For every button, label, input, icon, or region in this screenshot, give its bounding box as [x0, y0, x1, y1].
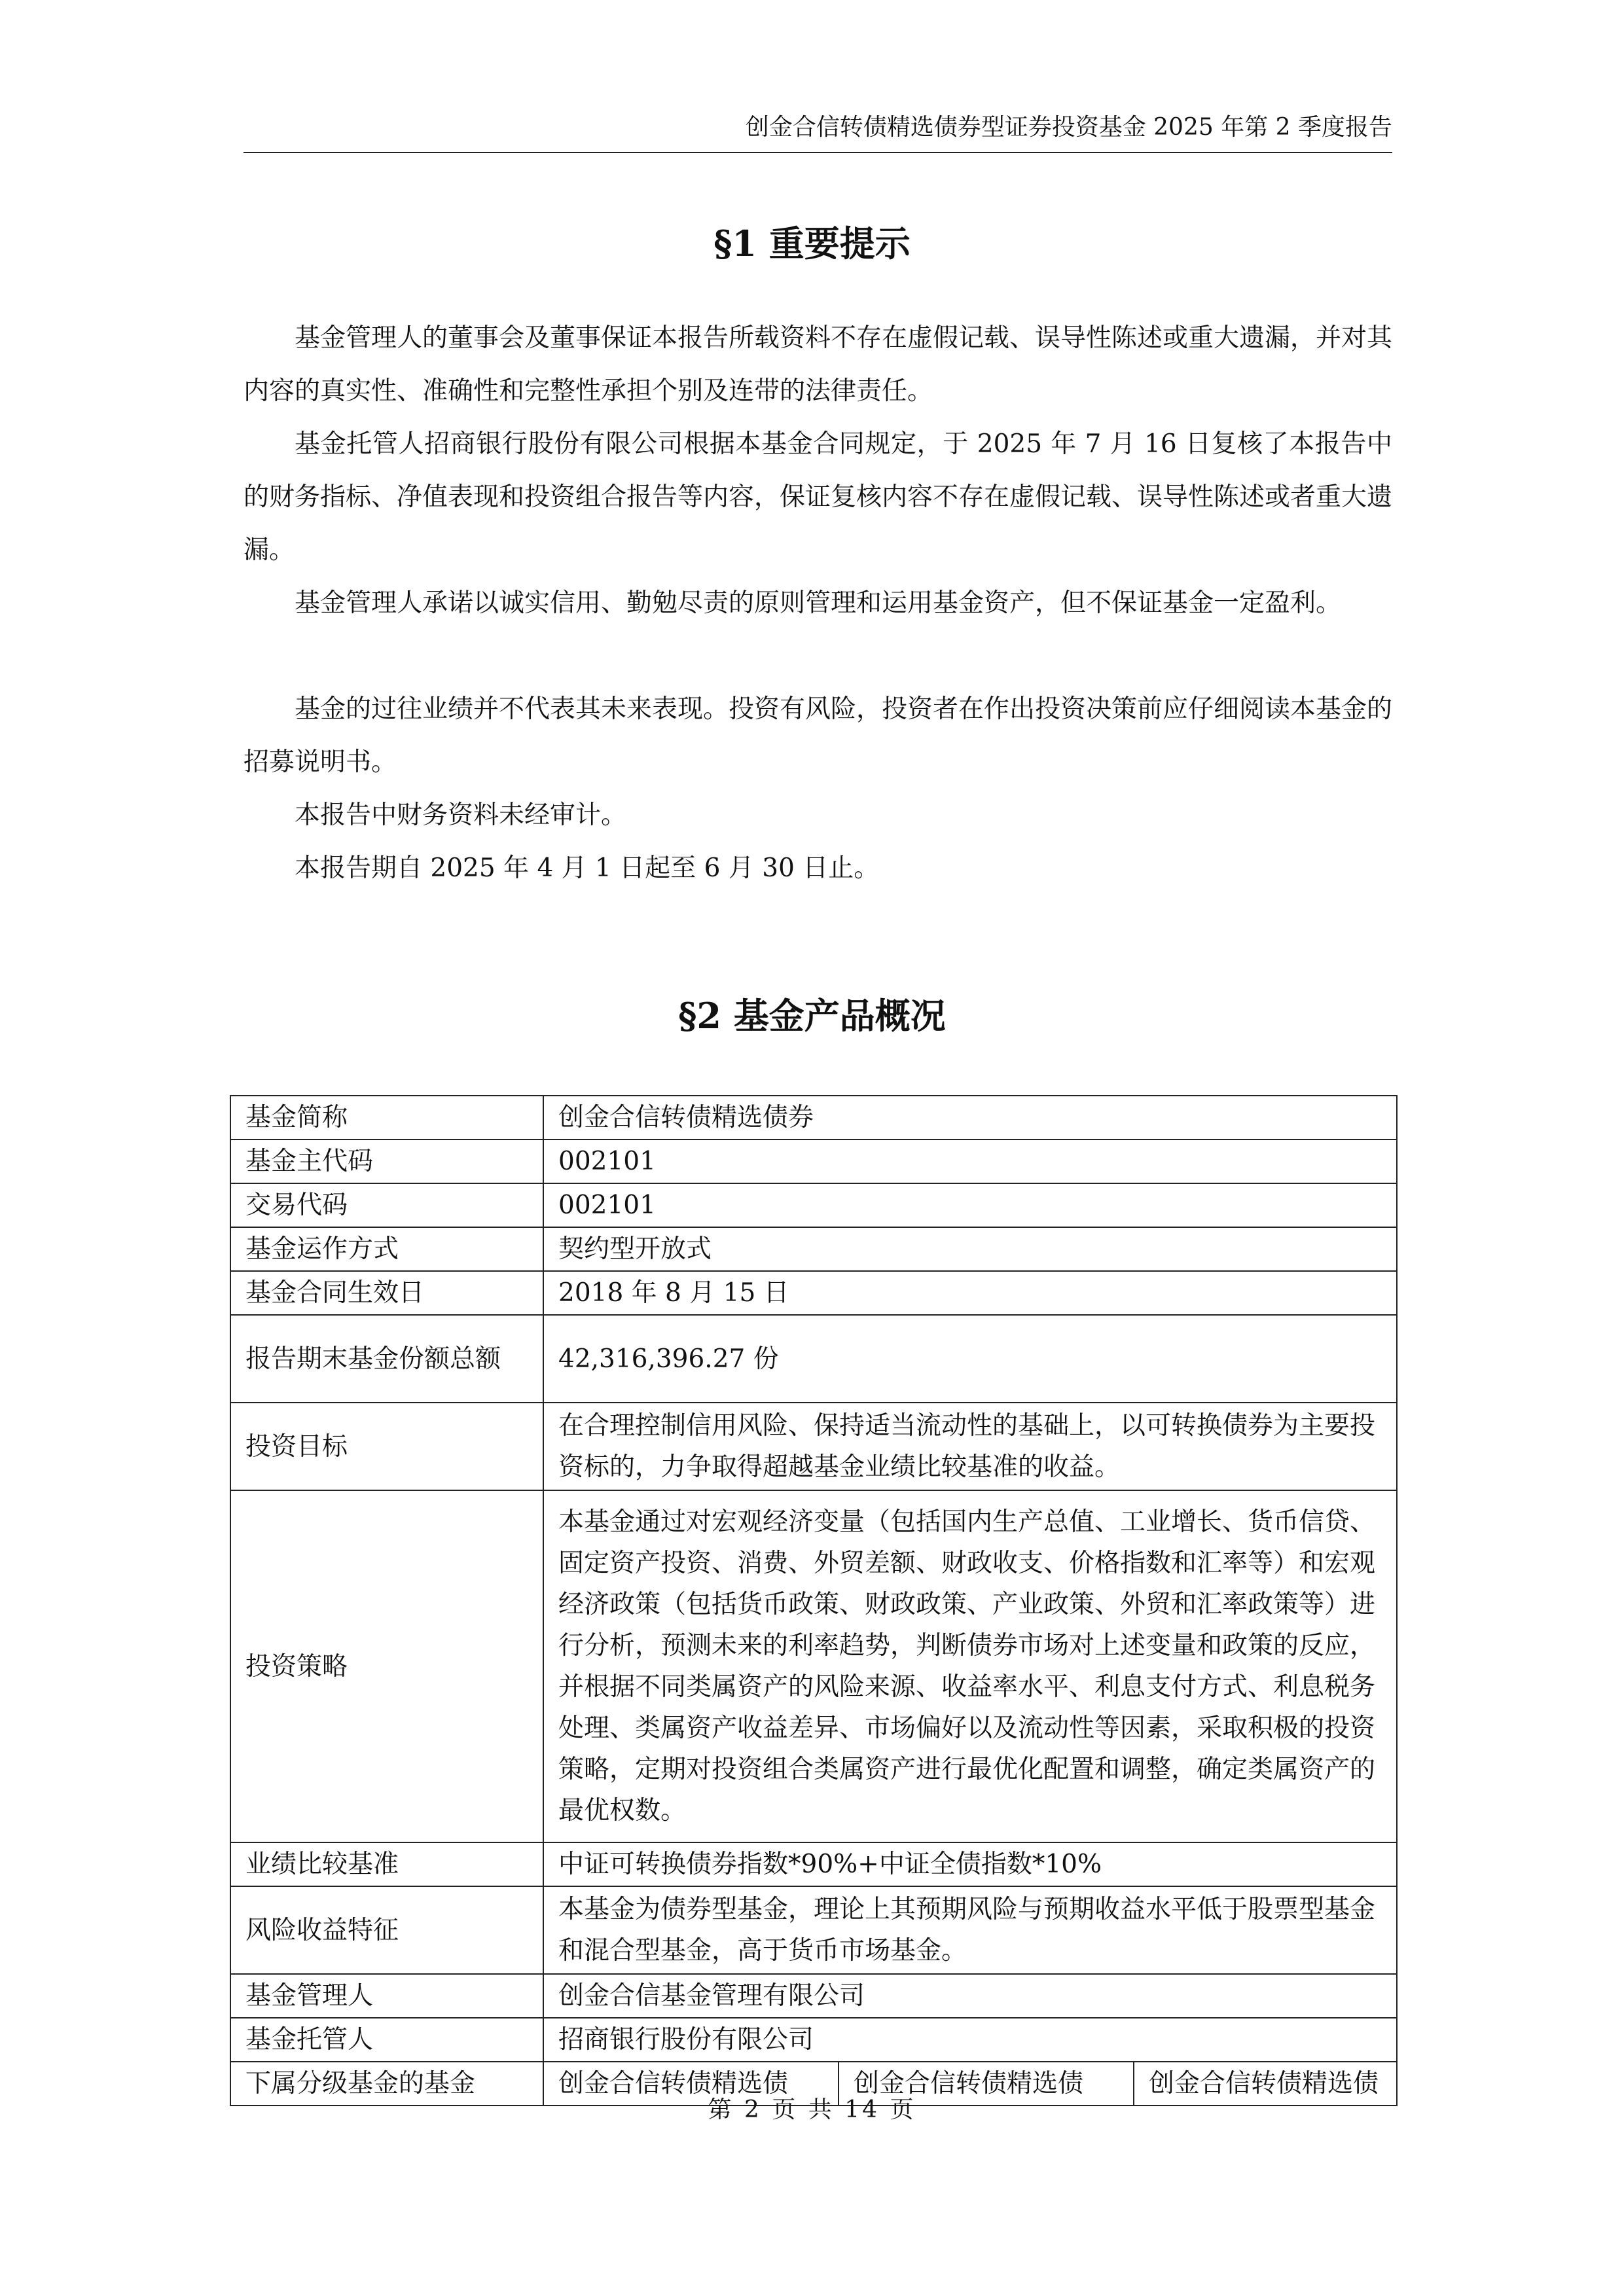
- row-value: 中证可转换债券指数*90%+中证全债指数*10%: [543, 1842, 1397, 1886]
- section1-paragraph: 基金托管人招商银行股份有限公司根据本基金合同规定，于 2025 年 7 月 16 日复核了本报告中的财务指标、净值表现和投资组合报告等内容，保证复核内容不存在虚假记载、误导性陈述或者重大遗漏。: [244, 429, 1393, 565]
- table-row: [230, 1096, 1397, 1139]
- page-header: [244, 111, 1392, 153]
- row-label: 投资策略: [230, 1490, 543, 1842]
- row-value: 在合理控制信用风险、保持适当流动性的基础上，以可转换债券为主要投资标的，力争取得超越基金业绩比较基准的收益。: [543, 1403, 1397, 1490]
- table-row: [230, 1403, 1397, 1490]
- share-class-cell: 创金合信转债精选债: [1134, 2062, 1397, 2106]
- row-value: 本基金为债券型基金，理论上其预期风险与预期收益水平低于股票型基金和混合型基金，高于货币市场基金。: [543, 1886, 1397, 1974]
- row-label: 基金托管人: [230, 2018, 543, 2062]
- row-label: 下属分级基金的基金: [230, 2062, 543, 2106]
- row-label: 基金主代码: [230, 1139, 543, 1183]
- page-number: 第 2 页 共 14 页: [708, 2096, 916, 2123]
- section1-paragraph: 本报告中财务资料未经审计。: [295, 800, 627, 830]
- row-value: 招商银行股份有限公司: [543, 2018, 1397, 2062]
- row-value: 创金合信基金管理有限公司: [543, 1974, 1397, 2018]
- row-label: 基金管理人: [230, 1974, 543, 2018]
- table-row: [230, 1271, 1397, 1315]
- row-value: 创金合信转债精选债券: [543, 1096, 1397, 1139]
- table-row: [230, 1886, 1397, 1974]
- share-class-cell: 创金合信转债精选债: [543, 2062, 839, 2106]
- row-label: 风险收益特征: [230, 1886, 543, 1974]
- table-row: [230, 1974, 1397, 2018]
- row-label: 基金简称: [230, 1096, 543, 1139]
- section1-paragraph: 基金管理人的董事会及董事保证本报告所载资料不存在虚假记载、误导性陈述或重大遗漏，并对其内容的真实性、准确性和完整性承担个别及连带的法律责任。: [244, 323, 1393, 406]
- table-row: [230, 1490, 1397, 1842]
- row-value: 本基金通过对宏观经济变量（包括国内生产总值、工业增长、货币信贷、固定资产投资、消费、外贸差额、财政收支、价格指数和汇率等）和宏观经济政策（包括货币政策、财政政策、产业政策、外贸和汇率政策等）进行分析，预测未来的利率趋势，判断债券市场对上述变量和政策的反应，并根据不同类属资产的风险来源、收益率水平、利息支付方式、利息税务处理、类属资产收益差异、市场偏好以及流动性等因素，采取积极的投资策略，定期对投资组合类属资产进行最优化配置和调整，确定类属资产的最优权数。: [543, 1490, 1397, 1842]
- row-label: 业绩比较基准: [230, 1842, 543, 1886]
- table-row: [230, 2018, 1397, 2062]
- row-value: 2018 年 8 月 15 日: [543, 1271, 1397, 1315]
- row-value: 002101: [543, 1183, 1397, 1227]
- row-label: 基金合同生效日: [230, 1271, 543, 1315]
- row-label: 投资目标: [230, 1403, 543, 1490]
- row-label: 交易代码: [230, 1183, 543, 1227]
- row-value: 42,316,396.27 份: [543, 1315, 1397, 1403]
- table-row: [230, 1315, 1397, 1403]
- section2-title: §2 基金产品概况: [678, 995, 946, 1037]
- share-class-cell: 创金合信转债精选债: [839, 2062, 1134, 2106]
- row-value: 002101: [543, 1139, 1397, 1183]
- header-title: 创金合信转债精选债券型证券投资基金 2025 年第 2 季度报告: [745, 114, 1392, 141]
- fund-overview-table: [230, 1095, 1398, 2106]
- section1-paragraph: 基金管理人承诺以诚实信用、勤勉尽责的原则管理和运用基金资产，但不保证基金一定盈利。: [295, 588, 1342, 618]
- section1-title: §1 重要提示: [713, 223, 911, 264]
- table-row: [230, 1227, 1397, 1271]
- section1-paragraph: 本报告期自 2025 年 4 月 1 日起至 6 月 30 日止。: [295, 853, 880, 883]
- table-row: [230, 1183, 1397, 1227]
- row-value: 契约型开放式: [543, 1227, 1397, 1271]
- row-label: 报告期末基金份额总额: [230, 1315, 543, 1403]
- table-row: [230, 1139, 1397, 1183]
- table-row: [230, 1842, 1397, 1886]
- page-footer: [0, 2091, 1624, 2125]
- section1-paragraph: 基金的过往业绩并不代表其未来表现。投资有风险，投资者在作出投资决策前应仔细阅读本基金的招募说明书。: [244, 694, 1393, 777]
- row-label: 基金运作方式: [230, 1227, 543, 1271]
